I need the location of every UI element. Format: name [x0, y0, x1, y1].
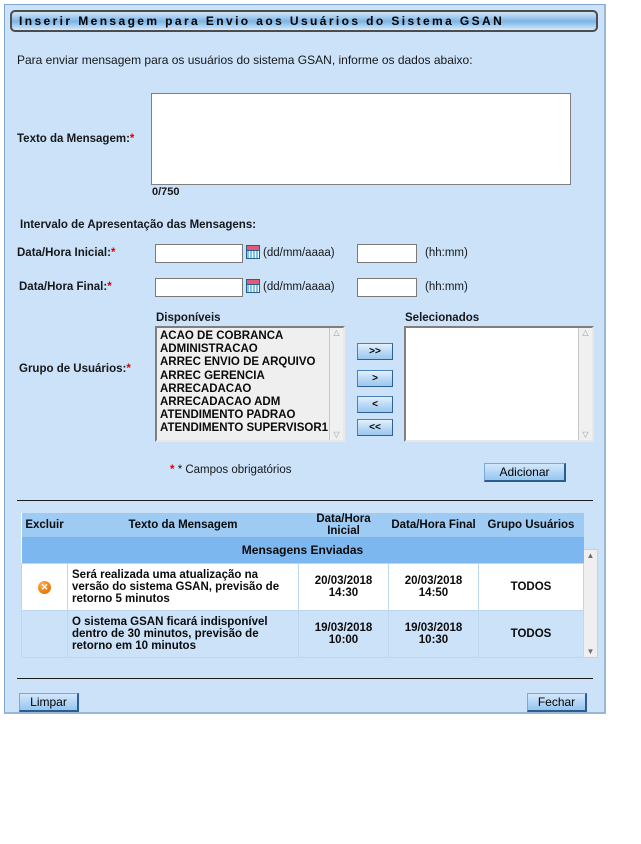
list-item[interactable]: ARRECADACAO	[160, 382, 252, 395]
move-right-button[interactable]: >	[357, 370, 393, 387]
move-all-right-button[interactable]: >>	[357, 343, 393, 360]
selected-listbox-scrollbar[interactable]	[578, 328, 592, 440]
scroll-down-icon[interactable]: ▽	[582, 430, 589, 439]
window-title-bar	[10, 10, 598, 32]
column-header-texto: Texto da Mensagem	[68, 513, 299, 537]
required-asterisk-end: *	[107, 281, 112, 293]
calendar-icon-end[interactable]	[246, 279, 260, 293]
available-groups-options[interactable]	[157, 328, 329, 440]
scroll-down-icon[interactable]: ▽	[333, 430, 340, 439]
required-fields-note	[170, 464, 291, 476]
end-date-value: 20/03/2018	[404, 575, 463, 588]
list-item[interactable]: ARREC ENVIO DE ARQUIVO	[160, 356, 316, 369]
start-time-format-hint: (hh:mm)	[425, 247, 468, 259]
start-date-value: 19/03/2018	[314, 622, 373, 635]
start-time-value: 14:30	[328, 587, 359, 600]
calendar-icon[interactable]	[246, 245, 260, 259]
list-item[interactable]: ARREC GERENCIA	[160, 369, 265, 382]
table-scroll-up-icon[interactable]: ▲	[586, 551, 595, 560]
sent-messages-panel	[21, 513, 598, 658]
message-label	[17, 133, 134, 145]
list-item[interactable]: ATENDIMENTO SUPERVISOR1	[160, 422, 329, 435]
page-title: Inserir Mensagem para Envio aos Usuários do Sistema GSAN	[19, 14, 505, 28]
required-asterisk-group: *	[126, 363, 131, 375]
footer-divider	[17, 678, 593, 679]
table-row[interactable]	[22, 564, 584, 611]
end-datetime-label	[19, 281, 112, 293]
section-divider	[17, 500, 593, 501]
close-button[interactable]: Fechar	[527, 693, 587, 712]
selected-list-label: Selecionados	[405, 312, 480, 324]
start-date-format-hint: (dd/mm/aaaa)	[263, 247, 335, 259]
required-note-text: * Campos obrigatórios	[177, 464, 292, 476]
list-item[interactable]: ARRECADACAO ADM	[160, 396, 281, 409]
column-header-grupo: Grupo Usuários	[479, 513, 584, 537]
end-datetime-cell	[389, 611, 479, 658]
table-scrollbar[interactable]	[584, 549, 598, 658]
start-datetime-cell	[299, 611, 389, 658]
end-time-input[interactable]	[357, 278, 417, 297]
start-date-input[interactable]	[155, 244, 243, 263]
end-date-value: 19/03/2018	[404, 622, 463, 635]
scroll-up-icon[interactable]: △	[333, 328, 340, 337]
table-header-row	[22, 513, 584, 537]
list-item[interactable]: ACAO DE COBRANCA	[160, 330, 284, 342]
group-cell: TODOS	[479, 564, 584, 611]
calendar-icon-end-grid	[247, 285, 259, 293]
message-label-text: Texto da Mensagem:	[17, 133, 130, 145]
message-text-cell: Será realizada uma atualização na versão do sistema GSAN, previsão de retorno 5 minutos	[68, 564, 299, 611]
required-note-asterisk: *	[170, 464, 175, 476]
table-header	[22, 513, 584, 537]
available-groups-listbox[interactable]	[155, 326, 345, 442]
dialog-window	[4, 4, 606, 714]
available-listbox-scrollbar[interactable]	[329, 328, 343, 440]
end-time-format-hint: (hh:mm)	[425, 281, 468, 293]
required-asterisk-start: *	[110, 247, 116, 259]
selected-groups-listbox[interactable]	[404, 326, 594, 442]
table-row[interactable]	[22, 611, 584, 658]
required-asterisk: *	[129, 133, 135, 145]
delete-cell[interactable]	[22, 564, 68, 611]
message-textarea[interactable]	[151, 93, 571, 185]
interval-label: Intervalo de Apresentação das Mensagens:	[20, 219, 257, 231]
start-time-input[interactable]	[357, 244, 417, 263]
delete-circle-icon[interactable]: ✕	[38, 581, 51, 594]
list-item[interactable]: ADMINISTRACAO	[160, 343, 258, 356]
delete-cell[interactable]	[22, 611, 68, 658]
message-text-cell: O sistema GSAN ficará indisponível dentro de 30 minutos, previsão de retorno em 10 minutos	[68, 611, 299, 658]
move-all-left-button[interactable]: <<	[357, 419, 393, 436]
group-users-label	[19, 363, 131, 375]
table-body	[22, 564, 584, 658]
available-list-label: Disponíveis	[156, 312, 221, 324]
scroll-up-icon[interactable]: △	[582, 328, 589, 337]
start-date-value: 20/03/2018	[314, 575, 373, 588]
end-datetime-cell	[389, 564, 479, 611]
list-item[interactable]: ATENDIMENTO PADRAO	[160, 409, 296, 422]
message-char-counter: 0/750	[152, 186, 180, 198]
group-users-label-text: Grupo de Usuários:	[19, 363, 127, 375]
add-button[interactable]: Adicionar	[484, 463, 566, 482]
end-date-input[interactable]	[155, 278, 243, 297]
instruction-text: Para enviar mensagem para os usuários do sistema GSAN, informe os dados abaixo:	[17, 53, 473, 67]
end-datetime-label-text: Data/Hora Final:	[19, 281, 108, 293]
move-left-button[interactable]: <	[357, 396, 393, 413]
end-time-value: 14:50	[418, 587, 449, 600]
clear-button[interactable]: Limpar	[19, 693, 79, 712]
start-datetime-label	[17, 247, 115, 259]
group-cell: TODOS	[479, 611, 584, 658]
column-header-data-inicial: Data/Hora Inicial	[299, 513, 389, 537]
start-time-value: 10:00	[328, 634, 359, 647]
column-header-excluir: Excluir	[22, 513, 68, 537]
table-caption-row	[22, 537, 584, 564]
sent-messages-table	[21, 513, 584, 658]
end-time-value: 10:30	[418, 634, 449, 647]
table-scroll-down-icon[interactable]: ▼	[586, 647, 595, 656]
start-datetime-label-text: Data/Hora Inicial:	[17, 247, 111, 259]
start-datetime-cell	[299, 564, 389, 611]
end-date-format-hint: (dd/mm/aaaa)	[263, 281, 335, 293]
calendar-icon-grid	[247, 251, 259, 259]
selected-groups-options[interactable]	[406, 328, 578, 440]
table-caption: Mensagens Enviadas	[22, 537, 584, 564]
column-header-data-final: Data/Hora Final	[389, 513, 479, 537]
